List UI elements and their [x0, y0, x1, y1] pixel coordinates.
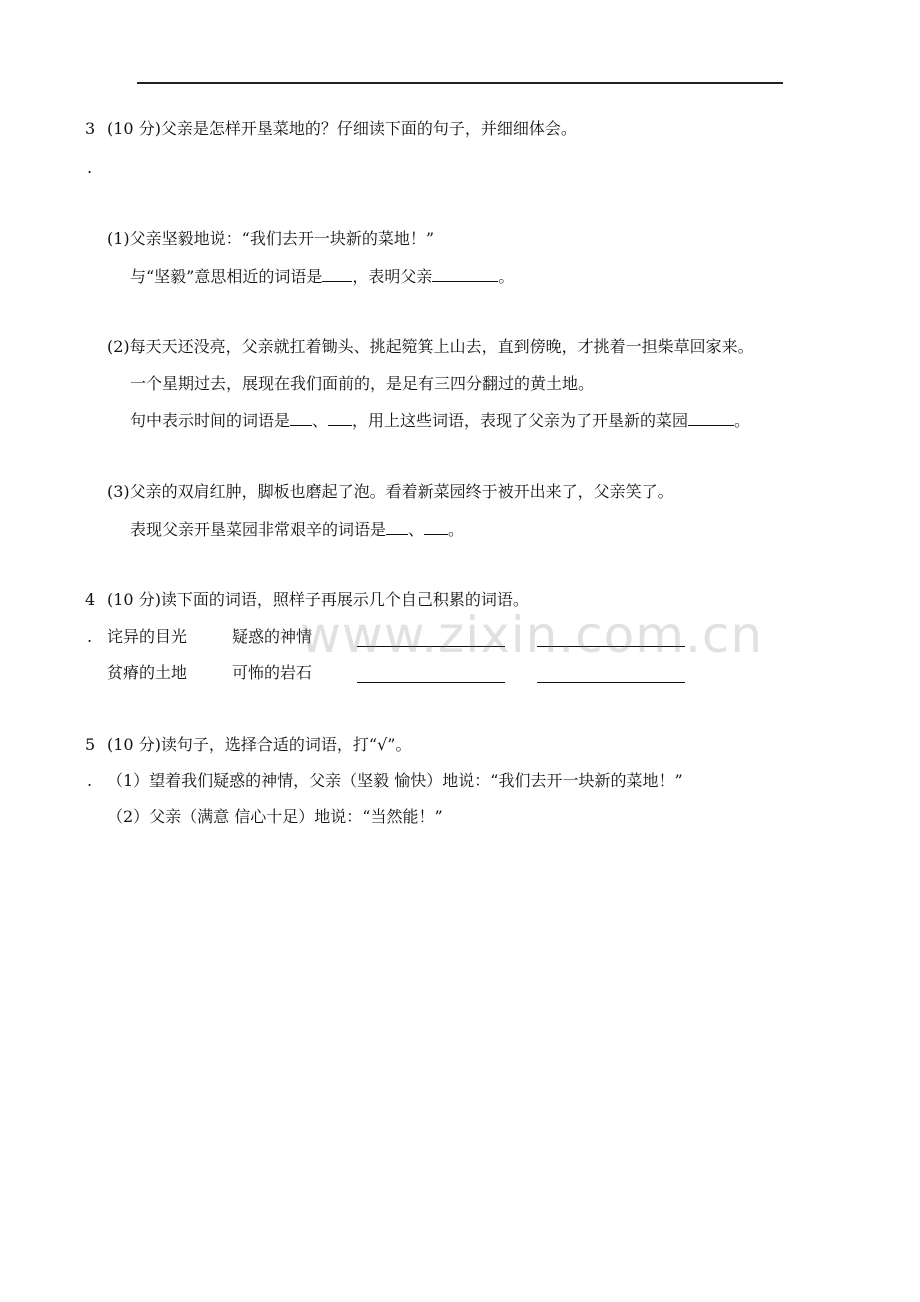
q4-word: 可怖的岩石 — [232, 663, 313, 682]
q3-p2-text1: 句中表示时间的词语是 — [130, 411, 291, 430]
q3-p1-text2: ，表明父亲 — [352, 267, 433, 286]
q3-p1-text1: 与“坚毅”意思相近的词语是 — [130, 267, 323, 286]
q3-p1-sentence: (1)父亲坚毅地说：“我们去开一块新的菜地！” — [107, 229, 435, 248]
q3-p3-text3: 。 — [448, 520, 465, 539]
q4-number: 4 — [85, 590, 96, 609]
q3-p3-text1: 表现父亲开垦菜园非常艰辛的词语是 — [130, 520, 387, 539]
q3-p2-blank3[interactable] — [688, 410, 734, 426]
header-rule — [137, 82, 783, 84]
q3-p2-blank2[interactable] — [328, 410, 352, 426]
q5-sentence-2: （2）父亲（满意 信心十足）地说：“当然能！” — [107, 807, 443, 826]
q3-p1-text3: 。 — [498, 267, 515, 286]
q3-p2-text2: 、 — [312, 411, 329, 430]
q4-answer-line[interactable] — [537, 682, 685, 683]
q3-p1-blank1[interactable] — [322, 266, 352, 282]
q4-word: 诧异的目光 — [107, 627, 188, 646]
q4-answer-line[interactable] — [357, 682, 505, 683]
q3-p3-blank2[interactable] — [424, 519, 448, 535]
q3-dot: . — [87, 158, 93, 177]
q3-p2-sentence: (2)每天天还没亮，父亲就扛着锄头、挑起箢箕上山去，直到傍晚，才挑着一担柴草回家来。 — [107, 337, 754, 356]
q5-sentence-1: （1）望着我们疑惑的神情，父亲（坚毅 愉快）地说：“我们去开一块新的菜地！” — [107, 771, 683, 790]
q5-stem: (10 分)读句子，选择合适的词语，打“√”。 — [107, 735, 412, 754]
q4-dot: . — [87, 627, 93, 646]
q3-p1-blank2[interactable] — [432, 266, 498, 282]
q3-p2-blank1[interactable] — [290, 410, 312, 426]
q3-p2-text4: 。 — [734, 411, 751, 430]
q4-word: 疑惑的神情 — [232, 627, 313, 646]
watermark: www.zixin.com.cn — [300, 606, 764, 664]
q3-p2-question — [130, 410, 750, 431]
q4-stem: (10 分)读下面的词语，照样子再展示几个自己积累的词语。 — [107, 590, 529, 609]
q3-stem: (10 分)父亲是怎样开垦菜地的？仔细读下面的句子，并细细体会。 — [107, 119, 577, 138]
q3-p3-question — [130, 519, 464, 540]
q3-number: 3 — [85, 119, 96, 138]
q5-number: 5 — [85, 735, 96, 754]
q4-word: 贫瘠的土地 — [107, 663, 188, 682]
q3-p2-sentence-cont: 一个星期过去，展现在我们面前的，是足有三四分翻过的黄土地。 — [130, 374, 595, 393]
q3-p3-text2: 、 — [408, 520, 425, 539]
q5-dot: . — [87, 771, 93, 790]
q3-p1-question — [130, 266, 514, 287]
q3-p3-blank1[interactable] — [386, 519, 408, 535]
q3-p3-sentence: (3)父亲的双肩红肿，脚板也磨起了泡。看着新菜园终于被开出来了，父亲笑了。 — [107, 482, 674, 501]
q3-p2-text3: ，用上这些词语，表现了父亲为了开垦新的菜园 — [352, 411, 689, 430]
